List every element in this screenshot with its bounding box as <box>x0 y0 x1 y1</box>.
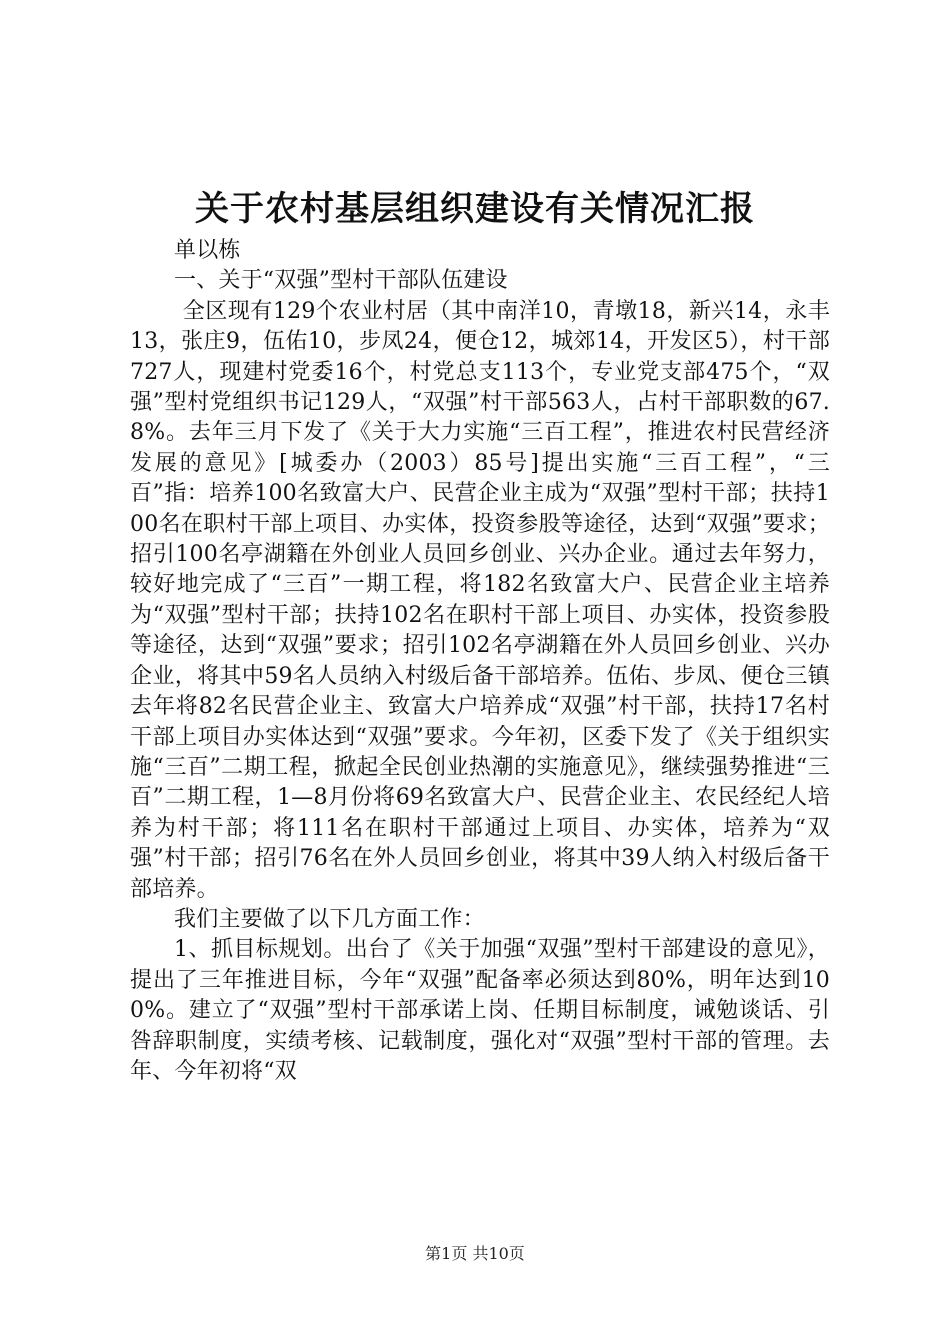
body-paragraph-1: 全区现有129个农业村居（其中南洋10，青墩18，新兴14，永丰13，张庄9，伍佑10，步凤24，便仓12，城郊14，开发区5），村干部727人，现建村党委16个，村党总支113个，专业党支部475个，“双强”型村党组织书记129人，“双强”村干部563人，占村干部职数的67.8%。去年三月下发了《关于大力实施“三百工程”，推进农村民营经济发展的意见》[城委办（2003）85号]提出实施“三百工程”，“三百”指：培养100名致富大户、民营企业主成为“双强”型村干部；扶持100名在职村干部上项目、办实体，投资参股等途径，达到“双强”要求；招引100名亭湖籍在外创业人员回乡创业、兴办企业。通过去年努力，较好地完成了“三百”一期工程，将182名致富大户、民营企业主培养为“双强”型村干部；扶持102名在职村干部上项目、办实体，投资参股等途径，达到“双强”要求；招引102名亭湖籍在外人员回乡创业、兴办企业，将其中59名人员纳入村级后备干部培养。伍佑、步凤、便仓三镇去年将82名民营企业主、致富大户培养成“双强”村干部，扶持17名村干部上项目办实体达到“双强”要求。今年初，区委下发了《关于组织实施“三百”二期工程，掀起全民创业热潮的实施意见》，继续强势推进“三百”二期工程，1—8月份将69名致富大户、民营企业主、农民经纪人培养为村干部；将111名在职村干部通过上项目、办实体，培养为“双强”村干部；招引76名在外人员回乡创业，将其中39人纳入村级后备干部培养。 <box>130 298 830 902</box>
body-paragraph-2: 我们主要做了以下几方面工作： <box>174 906 485 932</box>
document-title: 关于农村基层组织建设有关情况汇报 <box>195 189 755 229</box>
section-heading: 一、关于“双强”型村干部队伍建设 <box>174 268 508 294</box>
author-line: 单以栋 <box>174 238 241 263</box>
document-body <box>130 236 830 1087</box>
body-paragraph-3: 1、抓目标规划。出台了《关于加强“双强”型村干部建设的意见》，提出了三年推进目标，今年“双强”配备率必须达到80%，明年达到100%。建立了“双强”型村干部承诺上岗、任期目标制度，诫勉谈话、引咎辞职制度，实绩考核、记载制度，强化对“双强”型村干部的管理。去年、今年初将“双 <box>130 937 830 1084</box>
page-number-footer: 第1页 共10页 <box>425 1244 525 1263</box>
